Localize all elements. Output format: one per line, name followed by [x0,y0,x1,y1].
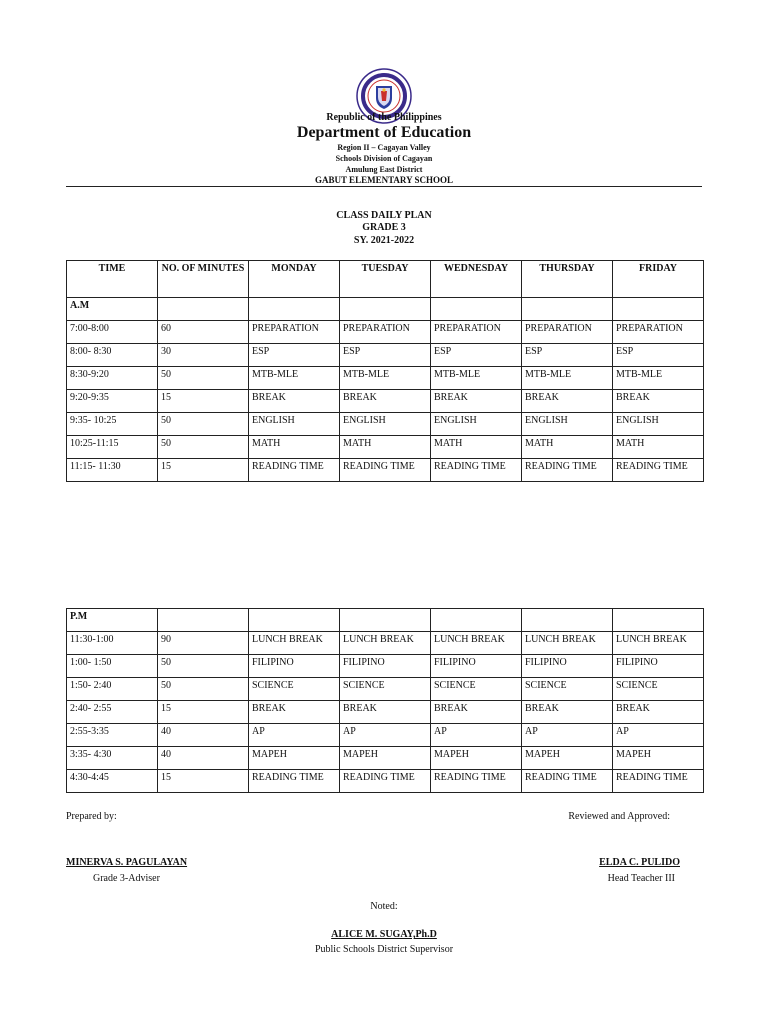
friday-subject-cell: READING TIME [613,459,704,482]
tuesday-subject-cell: AP [340,724,431,747]
column-header: FRIDAY [613,261,704,298]
time-cell: 1:50- 2:40 [67,678,158,701]
thursday-subject-cell: FILIPINO [522,655,613,678]
friday-subject-cell: ENGLISH [613,413,704,436]
thursday-subject-cell: MTB-MLE [522,367,613,390]
monday-subject-cell: PREPARATION [249,321,340,344]
monday-subject-cell: MTB-MLE [249,367,340,390]
thursday-subject-cell: BREAK [522,701,613,724]
empty-cell [522,298,613,321]
column-header: WEDNESDAY [431,261,522,298]
minutes-cell: 50 [158,413,249,436]
empty-cell [613,609,704,632]
plan-title: CLASS DAILY PLAN [336,210,432,221]
tuesday-subject-cell: BREAK [340,390,431,413]
time-cell: 8:00- 8:30 [67,344,158,367]
preparer-role: Grade 3-Adviser [93,873,160,884]
pm-segment-label: P.M [67,609,158,632]
thursday-subject-cell: ENGLISH [522,413,613,436]
noted-label: Noted: [370,901,398,912]
wednesday-subject-cell: MATH [431,436,522,459]
noter-name [0,929,768,940]
minutes-cell: 50 [158,655,249,678]
monday-subject-cell: READING TIME [249,459,340,482]
time-cell: 8:30-9:20 [67,367,158,390]
region-label: Region II – Cagayan Valley [337,143,431,152]
reviewer-name: ELDA C. PULIDO [599,857,680,868]
tuesday-subject-cell: MTB-MLE [340,367,431,390]
empty-cell [340,298,431,321]
time-cell: 9:35- 10:25 [67,413,158,436]
monday-subject-cell: ESP [249,344,340,367]
friday-subject-cell: PREPARATION [613,321,704,344]
thursday-subject-cell: AP [522,724,613,747]
tuesday-subject-cell: FILIPINO [340,655,431,678]
minutes-cell: 90 [158,632,249,655]
minutes-cell: 15 [158,701,249,724]
minutes-cell: 15 [158,770,249,793]
friday-subject-cell: MAPEH [613,747,704,770]
monday-subject-cell: LUNCH BREAK [249,632,340,655]
monday-subject-cell: AP [249,724,340,747]
monday-subject-cell: MAPEH [249,747,340,770]
table-row [67,390,704,413]
minutes-cell: 15 [158,390,249,413]
am-segment-label: A.M [67,298,158,321]
monday-subject-cell: READING TIME [249,770,340,793]
minutes-cell: 50 [158,678,249,701]
friday-subject-cell: MATH [613,436,704,459]
thursday-subject-cell: MAPEH [522,747,613,770]
tuesday-subject-cell: READING TIME [340,459,431,482]
table-row [67,655,704,678]
empty-cell [249,298,340,321]
school-name: GABUT ELEMENTARY SCHOOL [314,175,454,185]
table-header-row [67,261,704,298]
empty-cell [158,298,249,321]
wednesday-subject-cell: READING TIME [431,770,522,793]
column-header: THURSDAY [522,261,613,298]
monday-subject-cell: ENGLISH [249,413,340,436]
wednesday-subject-cell: LUNCH BREAK [431,632,522,655]
empty-cell [158,609,249,632]
tuesday-subject-cell: LUNCH BREAK [340,632,431,655]
noter-name-text: ALICE M. SUGAY,Ph.D [331,929,437,940]
wednesday-subject-cell: PREPARATION [431,321,522,344]
time-cell: 2:40- 2:55 [67,701,158,724]
time-cell: 3:35- 4:30 [67,747,158,770]
minutes-cell: 60 [158,321,249,344]
time-cell: 11:15- 11:30 [67,459,158,482]
table-row [67,367,704,390]
plan-grade: GRADE 3 [362,222,406,233]
minutes-cell: 50 [158,436,249,459]
monday-subject-cell: BREAK [249,390,340,413]
table-row [67,321,704,344]
tuesday-subject-cell: MAPEH [340,747,431,770]
column-header: TIME [67,261,158,298]
tuesday-subject-cell: ENGLISH [340,413,431,436]
thursday-subject-cell: SCIENCE [522,678,613,701]
am-segment-row [67,298,704,321]
tuesday-subject-cell: BREAK [340,701,431,724]
wednesday-subject-cell: BREAK [431,701,522,724]
district-label: Amulung East District [345,165,423,174]
table-row [67,770,704,793]
time-cell: 2:55-3:35 [67,724,158,747]
monday-subject-cell: MATH [249,436,340,459]
table-row [67,724,704,747]
time-cell: 10:25-11:15 [67,436,158,459]
republic-label: Republic of the Philippines [326,112,442,123]
time-cell: 9:20-9:35 [67,390,158,413]
friday-subject-cell: FILIPINO [613,655,704,678]
monday-subject-cell: FILIPINO [249,655,340,678]
tuesday-subject-cell: PREPARATION [340,321,431,344]
empty-cell [340,609,431,632]
noter-role: Public Schools District Supervisor [314,944,454,955]
reviewed-approved-label: Reviewed and Approved: [568,811,670,822]
am-schedule-table [66,260,704,482]
wednesday-subject-cell: AP [431,724,522,747]
column-header: NO. OF MINUTES [158,261,249,298]
reviewer-role: Head Teacher III [607,873,675,884]
table-row [67,436,704,459]
table-row [67,344,704,367]
tuesday-subject-cell: READING TIME [340,770,431,793]
pm-table-body [67,609,704,793]
thursday-subject-cell: READING TIME [522,770,613,793]
tuesday-subject-cell: ESP [340,344,431,367]
prepared-by-label: Prepared by: [66,811,117,822]
time-cell: 4:30-4:45 [67,770,158,793]
friday-subject-cell: READING TIME [613,770,704,793]
empty-cell [522,609,613,632]
table-row [67,678,704,701]
wednesday-subject-cell: FILIPINO [431,655,522,678]
tuesday-subject-cell: SCIENCE [340,678,431,701]
thursday-subject-cell: ESP [522,344,613,367]
time-cell: 1:00- 1:50 [67,655,158,678]
friday-subject-cell: SCIENCE [613,678,704,701]
table-row [67,632,704,655]
department-title: Department of Education [296,124,472,141]
monday-subject-cell: BREAK [249,701,340,724]
friday-subject-cell: LUNCH BREAK [613,632,704,655]
wednesday-subject-cell: SCIENCE [431,678,522,701]
table-row [67,413,704,436]
friday-subject-cell: BREAK [613,701,704,724]
tuesday-subject-cell: MATH [340,436,431,459]
table-row [67,459,704,482]
wednesday-subject-cell: MAPEH [431,747,522,770]
thursday-subject-cell: READING TIME [522,459,613,482]
header-divider [66,186,702,187]
friday-subject-cell: MTB-MLE [613,367,704,390]
pm-segment-row [67,609,704,632]
wednesday-subject-cell: MTB-MLE [431,367,522,390]
minutes-cell: 15 [158,459,249,482]
column-header: MONDAY [249,261,340,298]
empty-cell [613,298,704,321]
friday-subject-cell: ESP [613,344,704,367]
division-label: Schools Division of Cagayan [335,154,433,163]
minutes-cell: 30 [158,344,249,367]
wednesday-subject-cell: BREAK [431,390,522,413]
monday-subject-cell: SCIENCE [249,678,340,701]
minutes-cell: 40 [158,747,249,770]
friday-subject-cell: AP [613,724,704,747]
wednesday-subject-cell: READING TIME [431,459,522,482]
empty-cell [431,609,522,632]
thursday-subject-cell: MATH [522,436,613,459]
time-cell: 11:30-1:00 [67,632,158,655]
pm-schedule-table [66,608,704,793]
thursday-subject-cell: BREAK [522,390,613,413]
preparer-name: MINERVA S. PAGULAYAN [66,857,188,868]
wednesday-subject-cell: ENGLISH [431,413,522,436]
table-row [67,747,704,770]
am-table-body [67,298,704,482]
table-row [67,701,704,724]
thursday-subject-cell: PREPARATION [522,321,613,344]
minutes-cell: 40 [158,724,249,747]
empty-cell [431,298,522,321]
thursday-subject-cell: LUNCH BREAK [522,632,613,655]
empty-cell [249,609,340,632]
time-cell: 7:00-8:00 [67,321,158,344]
friday-subject-cell: BREAK [613,390,704,413]
column-header: TUESDAY [340,261,431,298]
wednesday-subject-cell: ESP [431,344,522,367]
minutes-cell: 50 [158,367,249,390]
plan-school-year: SY. 2021-2022 [353,235,415,246]
